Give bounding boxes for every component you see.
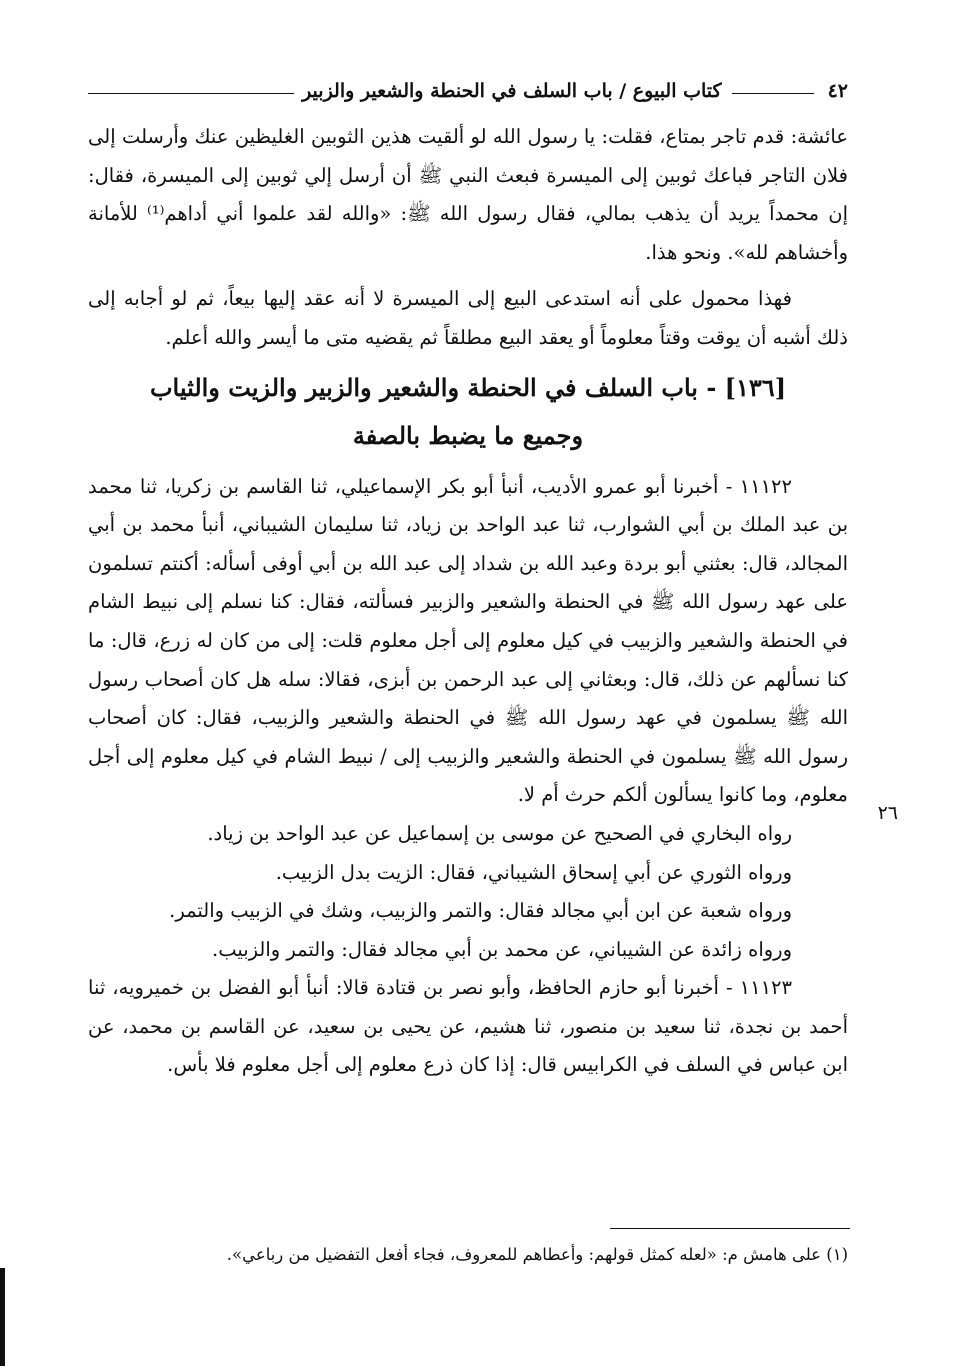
header-rule-short — [732, 93, 814, 94]
section-title-line-1: [١٣٦] - باب السلف في الحنطة والشعير والزبير والزيت والثياب — [149, 372, 787, 402]
paragraph-shuba: ورواه شعبة عن ابن أبي مجالد فقال: والتمر والزبيب، وشك في الزبيب والتمر. — [169, 899, 792, 923]
paragraph-thawri: ورواه الثوري عن أبي إسحاق الشيباني، فقال: الزيت بدل الزبيب. — [275, 860, 792, 884]
scan-edge-mark — [0, 1268, 5, 1366]
body-text — [88, 118, 848, 1085]
footnote: (١) على هامش م: «لعله كمثل قولهم: وأعطاهم للمعروف، فجاء أفعل التفضيل من رباعي». — [226, 1245, 848, 1264]
paragraph-bukhari: رواه البخاري في الصحيح عن موسى بن إسماعيل عن عبد الواحد بن زياد. — [207, 821, 792, 845]
section-title — [88, 364, 848, 460]
page-number: ٤٢ — [827, 80, 848, 102]
section-title-line-2: وجميع ما يضبط بالصفة — [352, 420, 584, 450]
footnote-rule — [610, 1228, 850, 1229]
margin-manuscript-number: ٢٦ — [877, 802, 898, 824]
paragraph-hadith-11123: ١١١٢٣ - أخبرنا أبو حازم الحافظ، وأبو نصر بن قتادة قالا: أنبأ أبو الفضل بن خميرويه، ثنا أحمد بن نجدة، ثنا سعيد بن منصور، ثنا هشيم، عن يحيى بن سعيد، عن القاسم بن محمد، عن ابن عباس في السلف في الكرابيس قال: إذا كان ذرع معلوم إلى أجل معلوم فلا بأس. — [88, 976, 848, 1077]
running-header — [88, 62, 848, 102]
paragraph-hadith-11122: ١١١٢٢ - أخبرنا أبو عمرو الأديب، أنبأ أبو بكر الإسماعيلي، ثنا القاسم بن زكريا، ثنا محمد بن عبد الملك بن أبي الشوارب، ثنا عبد الواحد بن زياد، ثنا سليمان الشيباني، أنبأ محمد بن أبي المجالد، قال: بعثني أبو بردة وعبد الله بن شداد إلى عبد الله بن أبي أوفى أسأله: أكنتم تسلمون على عهد رسول الله ﷺ في الحنطة والشعير والزبير فسألته، فقال: كنا نسلم إلى نبيط الشام في الحنطة والشعير والزبيب في كيل معلوم إلى أجل معلوم قلت: إلى من كان له زرع، قال: ما كنا نسألهم عن ذلك، قال: وبعثاني إلى عبد الرحمن بن أبزى، فقالا: سله هل كان أصحاب رسول الله ﷺ يسلمون في عهد رسول الله ﷺ في الحنطة والشعير والزبيب، فقال: كان أصحاب رسول الله ﷺ يسلمون في الحنطة والشعير والزبيب إلى / نبيط الشام في كيل معلوم إلى أجل معلوم، وما كانوا يسألون ألكم حرث أم لا. — [88, 474, 848, 807]
paragraph-zaida: ورواه زائدة عن الشيباني، عن محمد بن أبي مجالد فقال: والتمر والزبيب. — [212, 937, 792, 961]
header-rule-long — [88, 93, 294, 94]
header-title: كتاب البيوع / باب السلف في الحنطة والشعير والزبير — [302, 80, 722, 102]
paragraph-commentary: فهذا محمول على أنه استدعى البيع إلى الميسرة لا أنه عقد إليها بيعاً، ثم لو أجابه إلى ذلك أشبه أن يوقت وقتاً معلوماً أو يعقد البيع مطلقاً ثم يقضيه متى ما أيسر والله أعلم. — [88, 287, 848, 349]
paragraph-aisha-hadith: عائشة: قدم تاجر بمتاع، فقلت: يا رسول الله لو ألقيت هذين الثوبين الغليظين عنك وأرسلت إلى فلان التاجر فباعك ثوبين إلى الميسرة فبعث النبي ﷺ أن أرسل إلي ثوبين إلى الميسرة، فقال: إن محمداً يريد أن يذهب بمالي، فقال رسول الله ﷺ: «والله لقد علموا أني أداهم⁽¹⁾ للأمانة وأخشاهم لله». ونحو هذا. — [88, 125, 848, 264]
